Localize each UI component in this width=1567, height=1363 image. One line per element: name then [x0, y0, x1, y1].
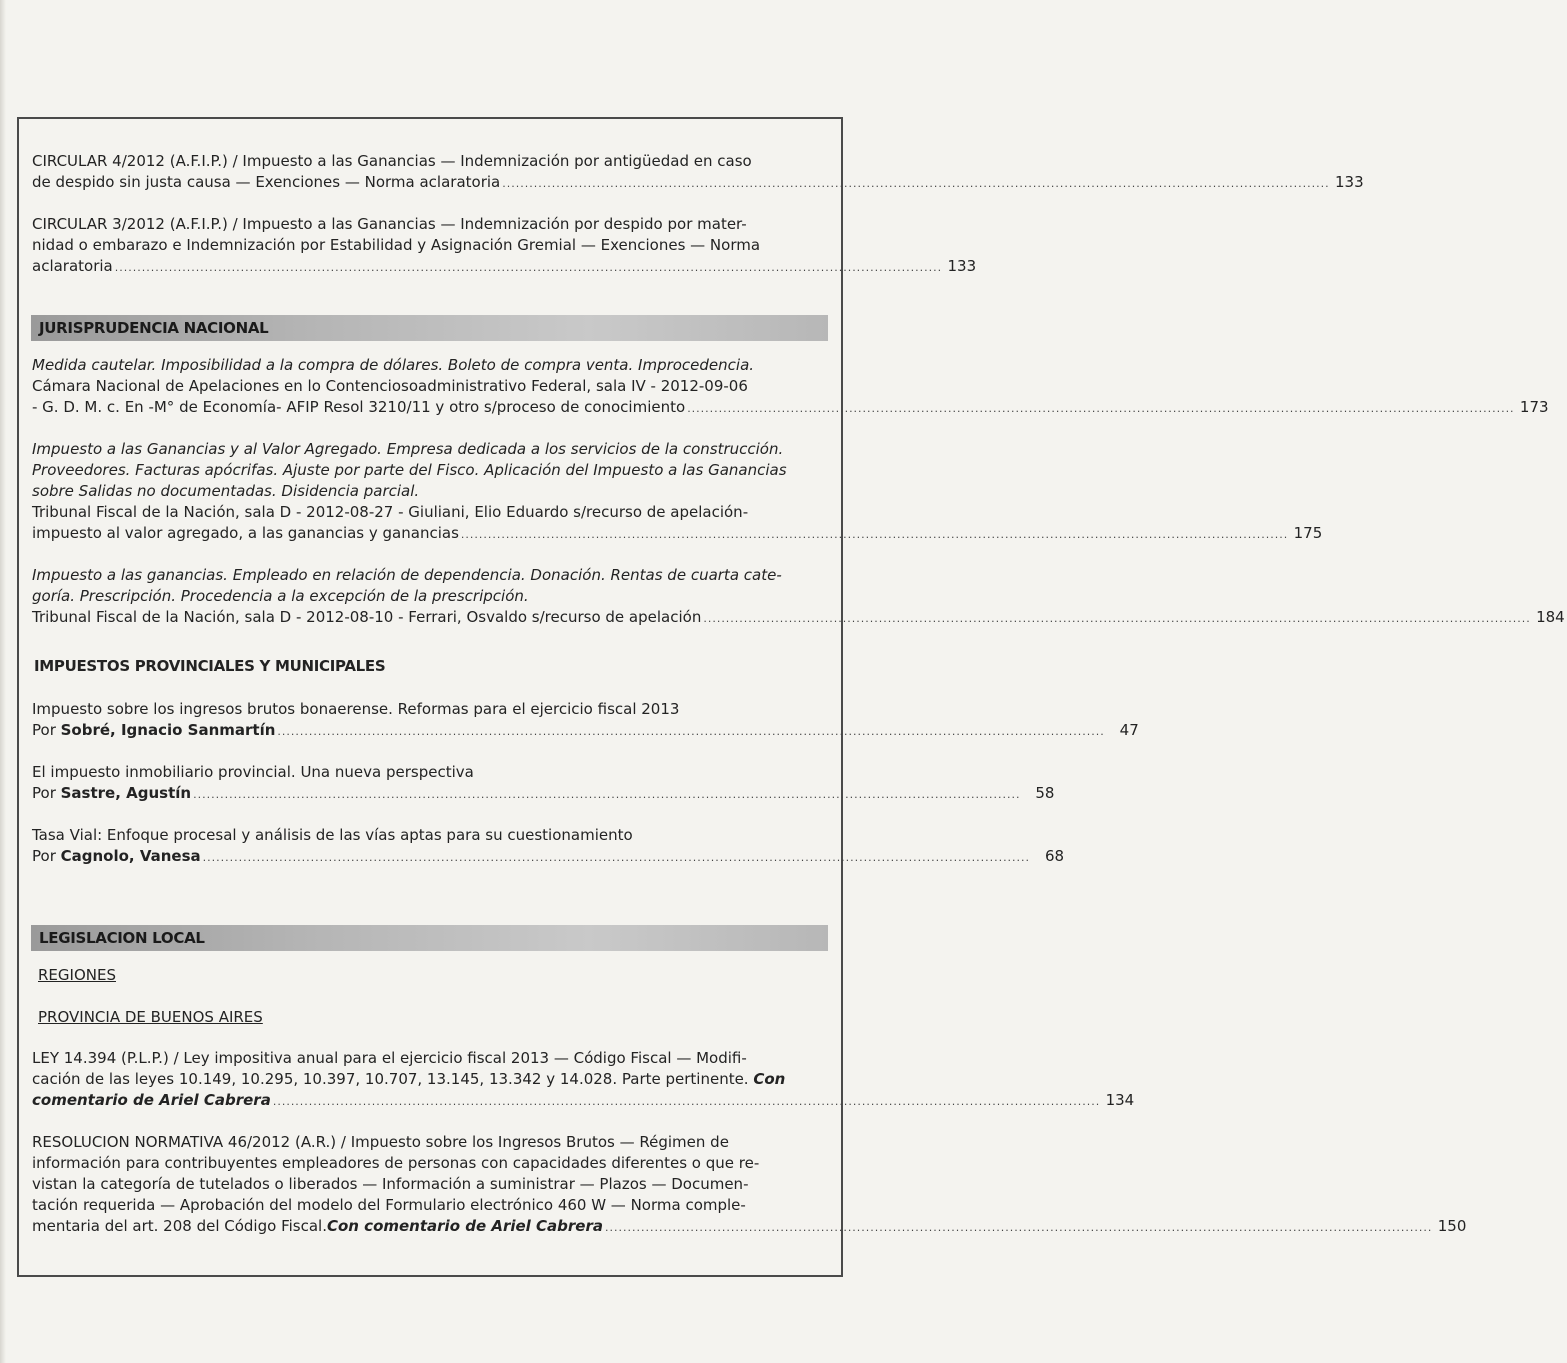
index-entry-ley-14394: [32, 1048, 1135, 1111]
comment-label: Con: [753, 1070, 786, 1088]
comment-label: comentario de Ariel Cabrera: [32, 1091, 271, 1109]
entry-text-line: tación requerida — Aprobación del modelo del Formulario electrónico 460 W — Norma comple-: [32, 1196, 746, 1214]
page-number: 184: [1536, 608, 1565, 626]
author-name: Sobré, Ignacio Sanmartín: [60, 721, 276, 739]
page-number: 58: [1035, 784, 1055, 802]
entry-text-line: nidad o embarazo e Indemnización por Estabilidad y Asignación Gremial — Exenciones — Norma: [32, 236, 761, 254]
entry-text-line: información para contribuyentes empleadores de personas con capacidades diferentes o que re-: [32, 1154, 760, 1172]
page-number: 173: [1519, 398, 1549, 416]
page-number: 150: [1437, 1217, 1467, 1235]
section-title: LEGISLACION LOCAL: [39, 929, 205, 947]
subheading-regiones: REGIONES: [38, 966, 116, 984]
page-number: 68: [1044, 847, 1065, 865]
page-spine-shadow: [0, 0, 6, 1363]
comment-label: Con comentario de Ariel Cabrera: [326, 1217, 603, 1235]
leader-dots: ........................................................................................................................................................................................: [193, 788, 1021, 801]
entry-summary-line: sobre Salidas no documentadas. Disidencia parcial.: [32, 482, 420, 500]
index-entry-provincial-2: [32, 762, 1055, 804]
entry-text-line: vistan la categoría de tutelados o liberados — Información a suministrar — Plazos — Documen-: [32, 1175, 749, 1193]
index-entry-provincial-3: [32, 825, 1065, 867]
page-number: 133: [1334, 173, 1364, 191]
page-number: 134: [1105, 1091, 1135, 1109]
entry-text-line: Tribunal Fiscal de la Nación, sala D - 2012-08-27 - Giuliani, Elio Eduardo s/recurso de apelación-: [32, 503, 749, 521]
subheading-provincia: PROVINCIA DE BUENOS AIRES: [38, 1008, 263, 1026]
entry-summary-line: Medida cautelar. Imposibilidad a la compra de dólares. Boleto de compra venta. Improcedencia.: [32, 356, 755, 374]
page-number: 47: [1119, 721, 1139, 739]
leader-dots: ........................................................................................................................................................................................: [272, 1095, 1101, 1108]
leader-dots: ........................................................................................................................................................................................: [502, 177, 1330, 190]
section-band-jurisprudencia: [31, 315, 828, 341]
index-entry-circular-4: [32, 151, 1364, 193]
leader-dots: ........................................................................................................................................................................................: [202, 851, 1031, 864]
index-entry-jurisprudencia-3: [32, 565, 1565, 628]
index-entry-jurisprudencia-2: [32, 439, 1323, 544]
entry-title: Impuesto sobre los ingresos brutos bonaerense. Reformas para el ejercicio fiscal 2013: [32, 700, 680, 718]
entry-text-line: aclaratoria: [32, 257, 113, 275]
entry-title: Tasa Vial: Enfoque procesal y análisis de las vías aptas para su cuestionamiento: [32, 826, 633, 844]
page-number: 133: [947, 257, 977, 275]
section-heading-provinciales: IMPUESTOS PROVINCIALES Y MUNICIPALES: [34, 657, 386, 675]
entry-text-line: LEY 14.394 (P.L.P.) / Ley impositiva anual para el ejercicio fiscal 2013 — Código Fiscal — Modifi-: [32, 1049, 747, 1067]
entry-text: cación de las leyes 10.149, 10.295, 10.397, 10.707, 13.145, 13.342 y 14.028. Parte pertinente.: [32, 1070, 754, 1088]
leader-dots: ........................................................................................................................................................................................: [460, 528, 1289, 541]
entry-text: mentaria del art. 208 del Código Fiscal.: [32, 1217, 327, 1235]
entry-text-line: de despido sin justa causa — Exenciones — Norma aclaratoria: [32, 173, 501, 191]
leader-dots: ........................................................................................................................................................................................: [687, 402, 1515, 415]
author-name: Cagnolo, Vanesa: [60, 847, 201, 865]
leader-dots: ........................................................................................................................................................................................: [114, 261, 943, 274]
entry-text-line: CIRCULAR 3/2012 (A.F.I.P.) / Impuesto a las Ganancias — Indemnización por despido por mater-: [32, 215, 747, 233]
index-entry-provincial-1: [32, 699, 1139, 741]
by-prefix: Por: [32, 847, 61, 865]
entry-author-line: [32, 846, 201, 867]
by-prefix: Por: [32, 721, 61, 739]
entry-summary-line: Impuesto a las Ganancias y al Valor Agregado. Empresa dedicada a los servicios de la construcción.: [32, 440, 784, 458]
entry-author-line: [32, 783, 191, 804]
entry-summary-line: goría. Prescripción. Procedencia a la excepción de la prescripción.: [32, 587, 529, 605]
entry-author-line: [32, 720, 275, 741]
by-prefix: Por: [32, 784, 61, 802]
index-entry-jurisprudencia-1: [32, 355, 1549, 418]
author-name: Sastre, Agustín: [60, 784, 192, 802]
entry-text-line: [32, 1216, 603, 1237]
entry-title: El impuesto inmobiliario provincial. Una nueva perspectiva: [32, 763, 474, 781]
entry-summary-line: Impuesto a las ganancias. Empleado en relación de dependencia. Donación. Rentas de cuarta cate-: [32, 566, 782, 584]
entry-text-line: - G. D. M. c. En -M° de Economía- AFIP Resol 3210/11 y otro s/proceso de conocimiento: [32, 398, 686, 416]
entry-text-line: Tribunal Fiscal de la Nación, sala D - 2012-08-10 - Ferrari, Osvaldo s/recurso de apelación: [32, 608, 702, 626]
entry-text-line: RESOLUCION NORMATIVA 46/2012 (A.R.) / Impuesto sobre los Ingresos Brutos — Régimen de: [32, 1133, 729, 1151]
entry-text-line: [32, 1069, 824, 1090]
index-entry-circular-3: [32, 214, 977, 277]
section-band-legislacion: [31, 925, 828, 951]
index-entry-resolucion-46: [32, 1132, 1467, 1237]
entry-text-line: CIRCULAR 4/2012 (A.F.I.P.) / Impuesto a las Ganancias — Indemnización por antigüedad en caso: [32, 152, 752, 170]
entry-summary-line: Proveedores. Facturas apócrifas. Ajuste por parte del Fisco. Aplicación del Impuesto a las Ganancias: [32, 461, 787, 479]
entry-text-line: impuesto al valor agregado, a las ganancias y ganancias: [32, 524, 459, 542]
leader-dots: ........................................................................................................................................................................................: [605, 1221, 1433, 1234]
entry-text-line: [32, 1090, 271, 1111]
page-number: 175: [1293, 524, 1323, 542]
leader-dots: ........................................................................................................................................................................................: [703, 612, 1531, 625]
leader-dots: ........................................................................................................................................................................................: [277, 725, 1105, 738]
entry-text-line: Cámara Nacional de Apelaciones en lo Contenciosoadministrativo Federal, sala IV - 2012-09-06: [32, 377, 748, 395]
section-title: JURISPRUDENCIA NACIONAL: [39, 319, 269, 337]
